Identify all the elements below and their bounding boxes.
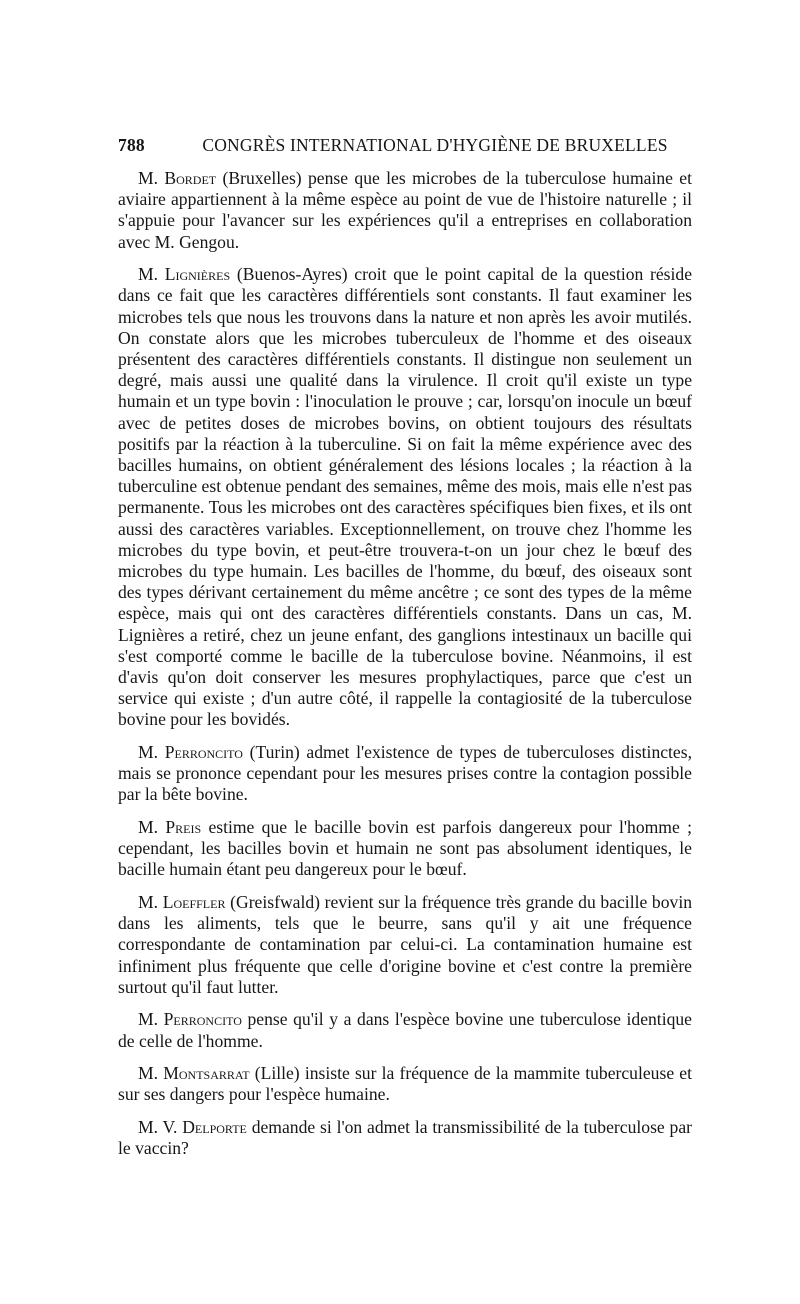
paragraph-text: demande si l'on admet la transmissibilité de la tuberculose par le vaccin? [118, 1117, 693, 1159]
paragraph-preis [118, 817, 692, 881]
document-body [118, 168, 692, 1171]
speaker-name: Perroncito [163, 1009, 242, 1030]
paragraph-text: estime que le bacille bovin est parfois dangereux pour l'homme ; cependant, les bacilles bovin et humain ne sont pas absolument identiques, le bacille humain étant peu dangereux pour le bœuf. [118, 817, 692, 880]
speaker-prefix: M. [138, 264, 159, 285]
paragraph-bordet [118, 168, 692, 253]
paragraph-text: (Lille) insiste sur la fréquence de la mammite tuberculeuse et sur ses dangers pour l'espèce humaine. [118, 1063, 692, 1105]
paragraph-lignieres [118, 264, 692, 730]
paragraph-montsarrat [118, 1063, 692, 1105]
paragraph-perroncito-turin [118, 742, 692, 806]
speaker-prefix: M. [138, 742, 159, 763]
speaker-name: Delporte [182, 1117, 247, 1138]
speaker-prefix: M. [138, 892, 159, 913]
paragraph-text: (Buenos-Ayres) croit que le point capital de la question réside dans ce fait que les caractères différentiels sont constants. Il faut examiner les microbes tels que nous les trouvons dans la nature et non après les avoir mutilés. On constate alors que les microbes tuberculeux de l'homme et des oiseaux présentent des caractères différentiels constants. Il distingue non seulement un degré, mais aussi une qualité dans la virulence. Il croit qu'il existe un type humain et un type bovin : l'inoculation le prouve ; car, lorsqu'on inocule un bœuf avec de petites doses de microbes bovins, on obtient toujours des résultats positifs par la réaction à la tuberculine. Si on fait la même expérience avec des bacilles humains, on obtient généralement des lésions locales ; la réaction à la tuberculine est obtenue pendant des semaines, même des mois, mais elle n'est pas permanente. Tous les microbes ont des caractères spécifiques bien fixes, et ils ont aussi des caractères variables. Exceptionnellement, on trouve chez l'homme les microbes du type bovin, et peut-être trouvera-t-on un jour chez le bœuf des microbes du type humain. Les bacilles de l'homme, du bœuf, des oiseaux sont des types dérivant certainement du même ancêtre ; ce sont des types de la même espèce, mais qui ont des caractères différentiels constants. Dans un cas, M. Lignières a retiré, chez un jeune enfant, des ganglions intestinaux un bacille qui s'est comporté comme le bacille de la tuberculose bovine. Néanmoins, il est d'avis qu'on doit conserver les mesures prophylactiques, parce que c'est un service qui existe ; d'un autre côté, il rappelle la contagiosité de la tuberculose bovine pour les bovidés. [118, 264, 693, 730]
speaker-name: Montsarrat [163, 1063, 250, 1084]
speaker-name: Preis [165, 817, 202, 838]
speaker-name: Bordet [164, 168, 217, 188]
speaker-prefix: M. [138, 1063, 159, 1084]
page-number: 788 [118, 135, 145, 155]
paragraph-perroncito [118, 1009, 692, 1051]
speaker-name: Lignières [164, 264, 231, 285]
paragraph-text: (Turin) admet l'existence de types de tuberculoses distinctes, mais se prononce cependant pour les mesures prises contre la contagion possible par la bête bovine. [118, 742, 692, 805]
speaker-prefix: M. V. [138, 1117, 178, 1138]
paragraph-delporte [118, 1117, 692, 1159]
paragraph-loeffler [118, 892, 692, 998]
speaker-prefix: M. [138, 168, 159, 188]
speaker-name: Loeffler [162, 892, 226, 913]
speaker-prefix: M. [138, 1009, 159, 1030]
paragraph-text: (Bruxelles) pense que les microbes de la tuberculose humaine et aviaire appartiennent à la même espèce au point de vue de l'histoire naturelle ; il s'appuie pour l'avancer sur les expériences qu'il a entreprises en collaboration avec M. Gengou. [118, 168, 692, 252]
paragraph-text: pense qu'il y a dans l'espèce bovine une tuberculose identique de celle de l'homme. [118, 1009, 692, 1051]
paragraph-text: (Greisfwald) revient sur la fréquence très grande du bacille bovin dans les aliments, tels que le beurre, sans qu'il y ait une fréquence correspondante de contamination par celui-ci. La contamination humaine est infiniment plus fréquente que celle d'origine bovine et c'est contre la première surtout qu'il faut lutter. [118, 892, 692, 997]
speaker-name: Perroncito [164, 742, 243, 763]
running-header [118, 135, 692, 156]
running-title: CONGRÈS INTERNATIONAL D'HYGIÈNE DE BRUXELLES [202, 135, 668, 155]
speaker-prefix: M. [138, 817, 159, 838]
